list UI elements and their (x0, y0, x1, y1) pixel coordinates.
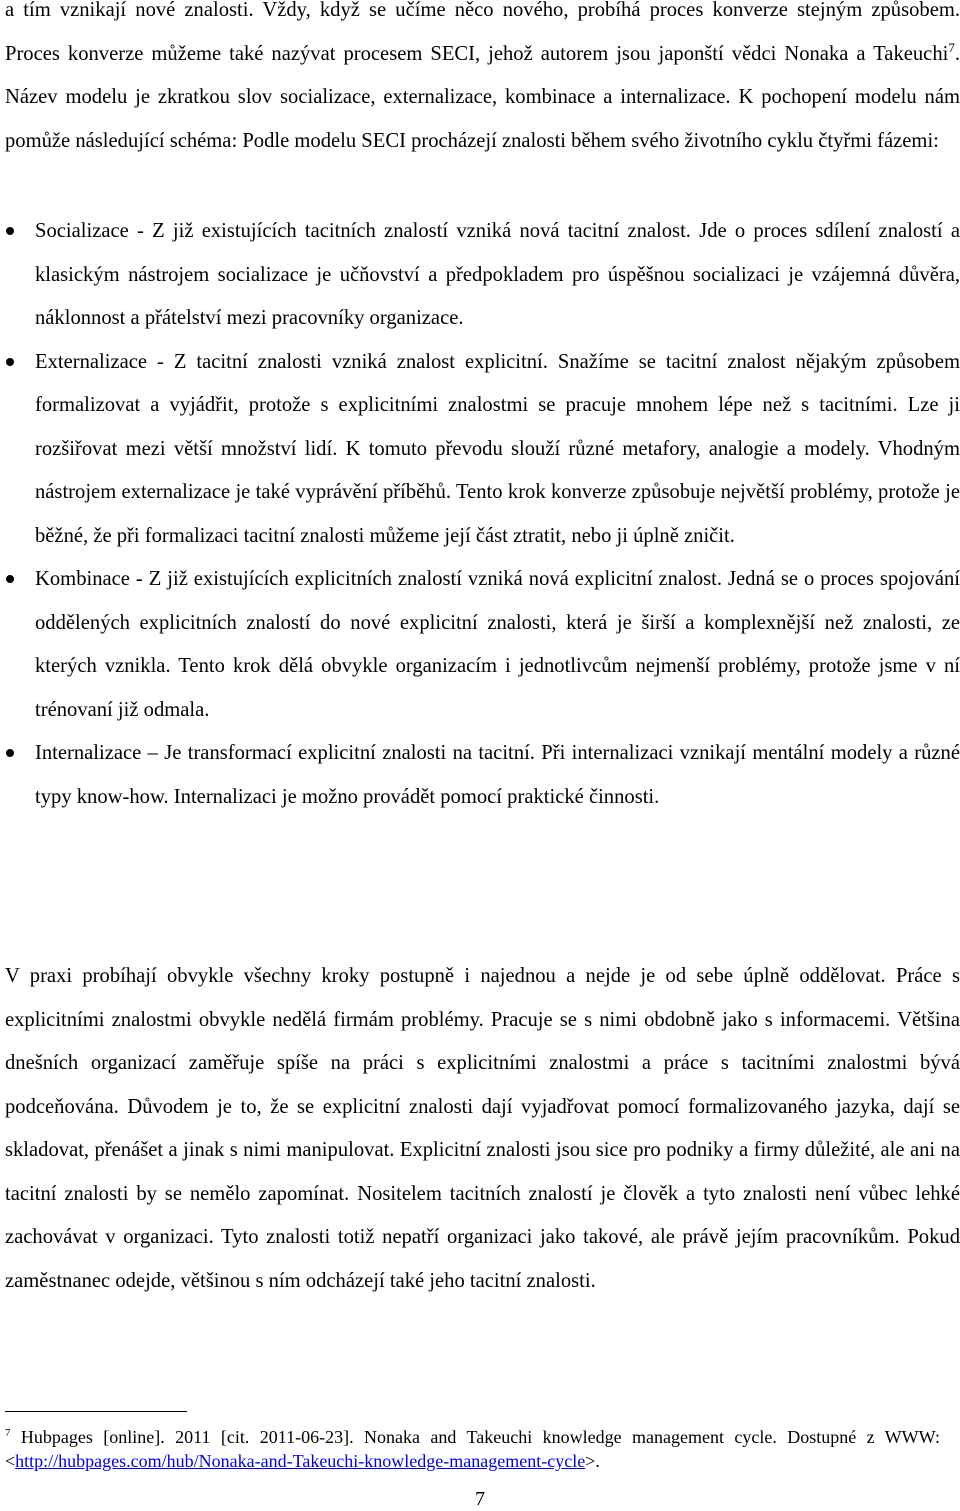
page-number: 7 (475, 1488, 485, 1510)
bullet-icon (6, 358, 14, 366)
bullet-icon (6, 749, 14, 757)
intro-text-continued: . Název modelu je zkratkou slov socializace, externalizace, kombinace a internalizace. K pochopení modelu nám pomůže následující schéma: Podle modelu SECI procházejí znalosti během svého životního cyklu čtyřmi fázemi: (5, 42, 960, 152)
list-item-internalization (0, 732, 960, 819)
seci-phase-list (0, 210, 960, 819)
footnote-link[interactable]: http://hubpages.com/hub/Nonaka-and-Takeuchi-knowledge-management-cycle (15, 1451, 586, 1471)
list-item-text: Kombinace - Z již existujících explicitních znalostí vzniká nová explicitní znalost. Jedná se o proces spojování oddělených explicitních znalostí do nové explicitní znalosti, která je širší a komplexnější než znalosti, ze kterých vznikla. Tento krok dělá obvykle organizacím i jednotlivcům nejmenší problémy, protože jsme v ní trénovaní již odmala. (35, 568, 960, 721)
footnote-number: 7 (5, 1427, 11, 1439)
list-item-combination (0, 558, 960, 732)
footnote-text: Hubpages [online]. 2011 [cit. 2011-06-23]. Nonaka and Takeuchi knowledge management cycle. Dostupné z WWW: < (5, 1427, 940, 1471)
footnote (5, 1425, 940, 1473)
footnote-ref[interactable]: 7 (948, 39, 955, 55)
footnote-text-end: >. (585, 1451, 600, 1471)
practice-paragraph: V praxi probíhají obvykle všechny kroky postupně i najednou a nejde je od sebe úplně oddělovat. Práce s explicitními znalostmi obvykle nedělá firmám problémy. Pracuje se s nimi obdobně jako s informacemi. Většina dnešních organizací zaměřuje spíše na práci s explicitními znalostmi a práce s tacitními znalostmi bývá podceňována. Důvodem je to, že se explicitní znalosti dají vyjadřovat pomocí formalizovaného jazyka, dají se skladovat, přenášet a jinak s nimi manipulovat. Explicitní znalosti jsou sice pro podniky a firmy důležité, ale ani na tacitní znalosti by se nemělo zapomínat. Nositelem tacitních znalostí je člověk a tyto znalosti není vůbec lehké zachovávat v organizaci. Tyto znalosti totiž nepatří organizaci jako takové, ale právě jejím pracovníkům. Pokud zaměstnanec odejde, většinou s ním odcházejí také jeho tacitní znalosti. (5, 965, 960, 1292)
bullet-icon (6, 227, 14, 235)
intro-paragraph (5, 0, 960, 163)
bullet-icon (6, 575, 14, 583)
list-item-text: Externalizace - Z tacitní znalosti vzniká znalost explicitní. Snažíme se tacitní znalost nějakým způsobem formalizovat a vyjádřit, protože s explicitními znalostmi se pracuje mnohem lépe než s tacitními. Lze ji rozšiřovat mezi větší množství lidí. K tomuto převodu slouží různé metafory, analogie a modely. Vhodným nástrojem externalizace je také vyprávění příběhů. Tento krok konverze způsobuje největší problémy, protože je běžné, že při formalizaci tacitní znalosti můžeme její část ztratit, nebo ji úplně zničit. (35, 350, 960, 547)
intro-text: a tím vznikají nové znalosti. Vždy, když se učíme něco nového, probíhá proces konverze stejným způsobem. Proces konverze můžeme také nazývat procesem SECI, jehož autorem jsou japonští vědci Nonaka a Takeuchi (5, 0, 960, 65)
list-item-text: Internalizace – Je transformací explicitní znalosti na tacitní. Při internalizaci vznikají mentální modely a různé typy know-how. Internalizaci je možno provádět pomocí praktické činnosti. (35, 742, 960, 808)
list-item-socialization (0, 210, 960, 341)
list-item-externalization (0, 341, 960, 559)
list-item-text: Socializace - Z již existujících tacitních znalostí vzniká nová tacitní znalost. Jde o proces sdílení znalostí a klasickým nástrojem socializace je učňovství a předpokladem pro úspěšnou socializaci je vzájemná důvěra, náklonnost a přátelství mezi pracovníky organizace. (35, 220, 960, 329)
footnote-separator (5, 1411, 187, 1412)
